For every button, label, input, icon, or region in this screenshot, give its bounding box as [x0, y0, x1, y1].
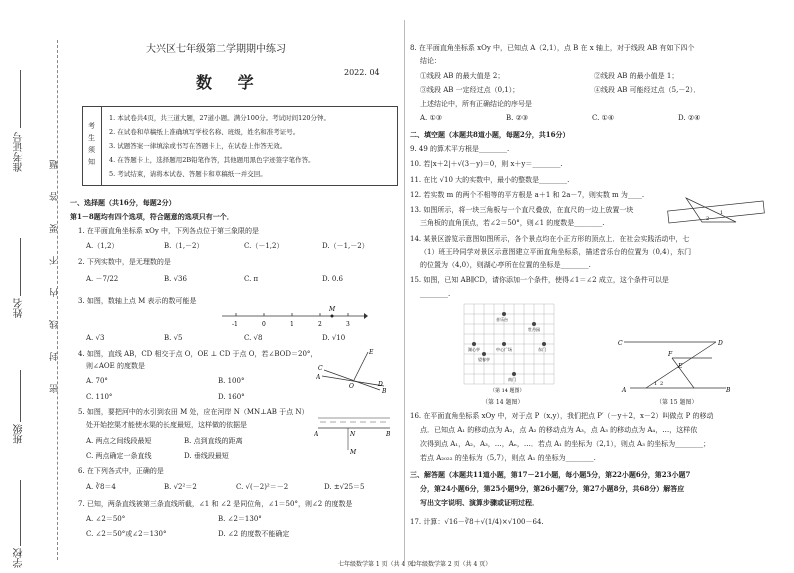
q6-option: C. √(－2)²＝－2: [236, 483, 289, 491]
section1-intro: 第1－8题均有四个选项，符合题意的选项只有一个．: [70, 212, 234, 221]
notice-item: 5. 考试结束，请将本试卷、答题卡和草稿纸一并交回。: [109, 170, 267, 178]
notice-item: 2. 在试卷和草稿纸上准确填写学校名称、班级，姓名和准考证号。: [109, 128, 300, 136]
q13-figure: [666, 192, 766, 232]
q14-stem: 14. 某景区游览示意图如图所示，各个景点均在小正方形的顶点上．在社会实践活动中，七: [410, 235, 690, 243]
exam-date: 2022. 04: [344, 68, 380, 77]
q3-option: A. √3: [86, 334, 105, 342]
ruler: [668, 201, 765, 223]
q4-figure: [316, 346, 388, 394]
q5-stem: 处开始挖渠才能使水渠的长度最短，这样做的依据是: [86, 421, 247, 429]
q6-stem: 6. 在下列各式中，正确的是: [78, 467, 164, 475]
peony-garden-icon: [532, 322, 536, 326]
q7-stem: 7. 已知，两条直线被第三条直线所截，∠1 和 ∠2 是同位角，∠1＝50°，则∠2 的度数是: [78, 500, 353, 508]
map-spot-label: 音乐台: [496, 317, 508, 322]
q3-stem: 3. 如图，数轴上点 M 表示的数可能是: [78, 297, 197, 305]
label-a: A: [314, 431, 319, 438]
q10: 10. 若|x＋2|＋√(3－y)＝0，则 x＋y＝________.: [410, 160, 563, 168]
tick-label: -1: [232, 321, 238, 328]
seal-char: 内: [50, 288, 60, 297]
subject-title: 数 学: [196, 73, 264, 92]
q15-stem: 15. 如图，已知 AB∥CD，请你添加一个条件，使得∠1＝∠2 成立，这个条件可以是: [410, 276, 669, 284]
section3-title: 分，第24小题6分，第25小题9分，第26小题7分，第27小题8分，共68分）解答应: [420, 484, 685, 493]
name-line: [20, 238, 21, 296]
lake-pavilion-icon: [472, 342, 476, 346]
line-ef: [672, 358, 694, 388]
q13-stem: 三角板的直角顶点，若∠2＝50°，则∠1 的度数是________.: [420, 219, 605, 227]
class-label: 班级: [14, 424, 25, 444]
section3-title: 三、解答题（本题共11道小题，第17－21小题，每小题5分，第22小题6分，第23小题7: [410, 470, 691, 479]
q8-stem: 结论：: [420, 57, 441, 65]
map-spot-label: 湖心亭: [468, 347, 480, 352]
q8-conclusion: ②线段 AB 的最小值是 1；: [594, 72, 679, 80]
notice-item: 4. 在答题卡上，选择题用2B铅笔作答，其他题用黑色字迹签字笔作答。: [109, 156, 315, 164]
seal-char: 要: [50, 224, 60, 233]
q4-option: B. 100°: [218, 377, 245, 385]
q8-stem: 8. 在平面直角坐标系 xOy 中，已知点 A（2,1），点 B 在 x 轴上，对于线段 AB 有如下四个: [410, 44, 695, 52]
map-spot-label: 南门: [508, 377, 516, 382]
q5-figure: [314, 408, 394, 458]
music-stage-icon: [502, 312, 506, 316]
q16-stem: 若点 A₂₀₂₂ 的坐标为（5,7），则点 A₁ 的坐标为________.: [420, 454, 596, 462]
exam-no-label: 准考证号: [14, 132, 25, 172]
section2-title: 二、填空题（本题共8道小题，每题2分，共16分）: [410, 130, 570, 139]
label-c: C: [318, 365, 323, 372]
q3-number-line: [218, 304, 368, 330]
q8-option: D. ②④: [678, 114, 701, 122]
point-m-label: M: [329, 306, 336, 313]
section3-title: 写出文字说明、演算步骤或证明过程．: [420, 498, 539, 507]
q8-conclusion: ④线段 AB 可能经过点（5,－2）．: [594, 86, 701, 94]
label-a: A: [622, 387, 627, 394]
q3-option: C. √8: [244, 334, 263, 342]
seal-char: 封: [50, 352, 60, 361]
q12: 12. 若实数 m 的两个不相等的平方根是 a＋1 和 2a－7，则实数 m 为____.: [410, 191, 645, 199]
notice-box: [82, 106, 398, 186]
seal-char: 答: [50, 192, 60, 201]
arrow-right-icon: [364, 313, 368, 319]
map-spot-label: 牡丹园: [528, 327, 540, 332]
q14-map-figure: [460, 302, 560, 394]
q2-stem: 2. 下列实数中，是无理数的是: [78, 258, 171, 266]
q16-stem: 16. 在平面直角坐标系 xOy 中，对于点 P（x,y），我们把点 P′（－y＋2，x－2）叫做点 P 的移动: [410, 412, 714, 420]
q14-stem: 的位置为（4,0），则湖心亭所在位置的坐标是________.: [420, 261, 591, 269]
label-o: O: [349, 383, 354, 390]
q2-option: A. －7/22: [86, 275, 119, 283]
binding-margin: [2, 40, 64, 568]
page-footer: 七年级数学第 1 页（共 4 页）: [338, 561, 420, 568]
q4-option: D. 160°: [218, 393, 245, 401]
q4-stem: 4. 如图，直线 AB，CD 相交于点 O，OE ⊥ CD 于点 O，若∠BOD＝20°，: [78, 350, 318, 358]
q13-stem: 13. 如图所示，将一块三角板与一个直尺叠放，在直尺的一边上放置一块: [410, 206, 634, 214]
page-1: [68, 6, 420, 571]
q15-figure: [616, 334, 746, 400]
label-m: M: [350, 449, 357, 456]
label-b: B: [726, 387, 731, 394]
seal-char: 不: [50, 256, 60, 265]
q1-stem: 1. 在平面直角坐标系 xOy 中，下列各点位于第三象限的是: [78, 227, 259, 235]
label-e: E: [678, 363, 683, 370]
q1-option: C.（－1,2）: [244, 242, 284, 250]
q16-stem: 点．已知点 A₁ 的移动点为 A₂，点 A₂ 的移动点为 A₃，点 A₃ 的移动点为 A₄，…，这样依: [420, 426, 698, 434]
q8-conclusion: ①线段 AB 的最大值是 2；: [420, 72, 505, 80]
tick-label: 3: [346, 321, 350, 328]
map-spot-label: 东门: [538, 347, 546, 352]
q1-option: D.（－1,－2）: [322, 242, 369, 250]
notice-item: 3. 试题答案一律填涂或书写在答题卡上，在试卷上作答无效。: [109, 142, 287, 150]
map-grid: [464, 304, 554, 384]
ray-oe: [354, 352, 368, 380]
label-c: C: [618, 340, 623, 347]
notice-side-char: 考: [88, 122, 95, 130]
q7-option: A. ∠2＝50°: [86, 515, 126, 523]
q6-option: B. √2²＝2: [164, 483, 197, 491]
q8-option: B. ②③: [506, 114, 529, 122]
q5-stem: 5. 如图，要把河中的水引到农田 M 处，应在河岸 N（MN⊥AB 于点 N）: [78, 408, 309, 416]
label-f: F: [668, 351, 673, 358]
q2-option: D. 0.6: [322, 275, 343, 283]
q1-option: A.（1,2）: [86, 242, 119, 250]
label-d: D: [378, 381, 383, 388]
seal-char: 线: [50, 320, 60, 329]
class-line: [20, 370, 21, 422]
notice-item: 1. 本试卷共4页，共三道大题，27道小题。满分100分。考试时间120分钟。: [109, 114, 330, 122]
q5-option: A. 两点之间线段最短: [86, 437, 152, 445]
tick-label: 1: [290, 321, 294, 328]
east-gate-icon: [542, 342, 546, 346]
school-line: [20, 480, 21, 546]
q7-option: B. ∠2＝130°: [218, 515, 262, 523]
school-label: 学校: [14, 548, 25, 568]
tick-label: 0: [262, 321, 266, 328]
q8-option: A. ①③: [420, 114, 443, 122]
exam-no-line: [20, 70, 21, 128]
south-gate-icon: [512, 372, 516, 376]
section1-title: 一、选择题（共16分，每题2分）: [70, 198, 176, 207]
tick-label: 2: [318, 321, 322, 328]
notice-side-char: 须: [88, 146, 95, 154]
q16-stem: 次得到点 A₁，A₂，A₃，…，Aₙ，…．若点 A₁ 的坐标为（2,1），则点 A₃ 的坐标为________；: [420, 440, 711, 448]
q5-option: C. 两点确定一条直线: [86, 452, 152, 460]
center-plaza-icon: [502, 342, 506, 346]
q3-option: B. √5: [164, 334, 183, 342]
q14-stem: （1）班王玲同学对景区示意图建立平面直角坐标系，描述音乐台的位置为（0,4），东门: [420, 248, 692, 256]
wangchun-pavilion-icon: [482, 352, 486, 356]
label-d: D: [718, 340, 723, 347]
q1-option: B.（1,－2）: [164, 242, 204, 250]
fig14-caption: （第 14 题图）: [482, 399, 524, 406]
q4-option: C. 110°: [86, 393, 113, 401]
page-2: [410, 6, 788, 571]
q6-option: A. ∛8＝4: [86, 483, 116, 491]
q15-stem: ________.: [420, 290, 451, 298]
label-e: E: [369, 349, 374, 356]
name-label: 姓名: [14, 298, 25, 318]
map-spot-label: 望春亭: [478, 357, 490, 362]
q2-option: B. √36: [164, 275, 187, 283]
label-n: N: [350, 431, 356, 438]
angle-2-label: 2: [660, 381, 664, 387]
q11: 11. 在比 √10 大的实数中，最小的整数是________.: [410, 176, 570, 184]
angle-2-label: 2: [706, 216, 710, 222]
q9: 9. 49 的算术平方根是________.: [410, 145, 510, 153]
q7-option: D. ∠2 的度数不能确定: [218, 530, 290, 538]
map-caption: （第 14 题图）: [490, 388, 525, 394]
page-footer: 七年级数学第 2 页（共 4 页）: [410, 561, 492, 568]
label-b: B: [382, 388, 387, 394]
label-b: B: [386, 431, 391, 438]
notice-side-char: 生: [88, 134, 95, 142]
q17: 17. 计算：√16－∛8＋√(1/4)×√100－64.: [410, 518, 544, 526]
label-a: A: [316, 374, 321, 381]
exam-title: 大兴区七年级第二学期期中练习: [146, 44, 286, 55]
q2-option: C. π: [244, 275, 259, 283]
angle-1-label: 1: [654, 381, 658, 387]
seal-char: 密: [50, 384, 60, 393]
fig15-caption: （第 15 题图）: [656, 399, 698, 406]
q7-option: C. ∠2＝50°或∠2＝130°: [86, 530, 167, 538]
seal-char: 题: [50, 160, 60, 169]
q5-option: D. 垂线段最短: [184, 452, 229, 460]
map-spot-label: 中心广场: [496, 347, 512, 352]
q4-option: A. 70°: [86, 377, 108, 385]
point-m: [331, 315, 334, 318]
q8-ask: 上述结论中，所有正确结论的序号是: [420, 100, 532, 108]
column-divider: [404, 20, 405, 565]
seal-dash-line: [57, 40, 58, 560]
angle-1-label: 1: [720, 210, 724, 216]
q8-conclusion: ③线段 AB 一定经过点（0,1）；: [420, 86, 520, 94]
q3-option: D. √10: [322, 334, 346, 342]
q5-option: B. 点到直线的距离: [184, 437, 243, 445]
notice-side-char: 知: [88, 158, 95, 166]
notice-side: [83, 107, 102, 185]
q6-option: D. ±√25＝5: [324, 483, 365, 491]
q8-option: C. ①④: [592, 114, 615, 122]
q4-stem: 则∠AOE 的度数是: [86, 362, 145, 370]
